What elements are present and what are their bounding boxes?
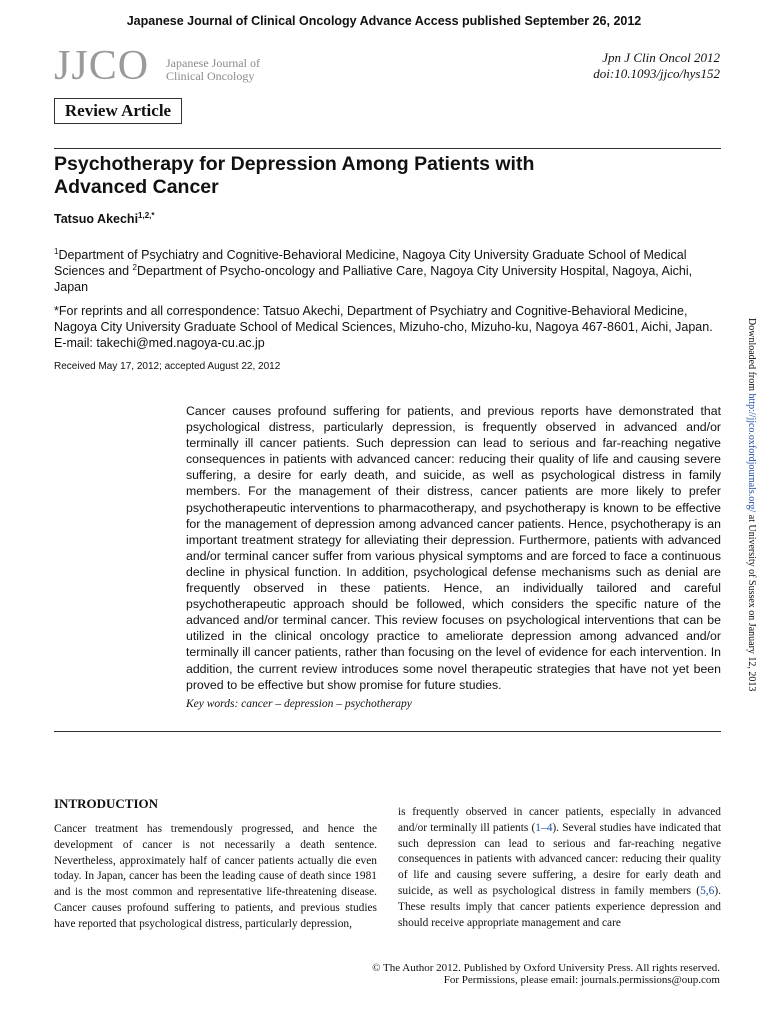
section-heading-introduction: INTRODUCTION	[54, 796, 159, 811]
copyright-line: The Author 2012. Published by Oxford University Press. All rights reserved.	[383, 962, 720, 974]
title-line1: Psychotherapy for Depression Among Patients with	[54, 153, 535, 175]
body-column-left: Cancer treatment has tremendously progressed, and hence the development of cancer is not necessarily a death sentence. Nevertheless, approximately half of cancer patients actually die even today. In Japan, cancer has been the leading cause of death since 1981 and is the most common and representative life-threatening disease. Cancer causes profound suffering to patients, and previous studies have reported that psychological distress, particularly depression,	[54, 823, 377, 930]
affiliation-sup2: 2	[132, 263, 137, 272]
copyright-icon: ©	[372, 962, 381, 974]
header-divider	[54, 148, 721, 149]
sidebar-journal-link[interactable]: http://jjco.oxfordjournals.org/	[746, 393, 757, 513]
download-sidebar	[746, 318, 757, 691]
logo-subtitle-line2: Clinical Oncology	[166, 69, 255, 83]
title-line2: Advanced Cancer	[54, 176, 219, 198]
author-superscript: 1,2,*	[138, 211, 155, 220]
affiliation-sup1: 1	[54, 247, 59, 256]
article-type-label: Review Article	[54, 98, 182, 124]
citation	[593, 50, 720, 82]
logo-subtitle-line1: Japanese Journal of	[166, 56, 260, 70]
reference-link-5-6[interactable]: 5,6	[700, 884, 715, 897]
col2-text-3: ). These results imply that cancer patients experience depression and should receive appropriate management and care	[398, 884, 721, 929]
sidebar-prefix: Downloaded from	[746, 318, 757, 394]
journal-logo-subtitle	[166, 57, 260, 83]
body-column-right	[398, 805, 721, 931]
reference-link-1-4[interactable]: 1–4	[535, 821, 553, 834]
abstract-divider	[54, 731, 721, 732]
affiliation-2: Department of Psycho-oncology and Palliative Care, Nagoya City University Hospital, Nagoya, Aichi, Japan	[54, 264, 693, 294]
correspondence: *For reprints and all correspondence: Tatsuo Akechi, Department of Psychiatry and Cognitive-Behavioral Medicine, Nagoya City University Graduate School of Medical Sciences, Mizuho-cho, Mizuho-ku, Nagoya 467-8601, Aichi, Japan. E-mail: takechi@med.nagoya-cu.ac.jp	[54, 304, 713, 350]
author-name: Tatsuo Akechi	[54, 212, 139, 226]
received-dates: Received May 17, 2012; accepted August 22, 2012	[54, 361, 281, 372]
footer-copyright	[372, 962, 720, 986]
citation-doi: doi:10.1093/jjco/hys152	[593, 66, 720, 81]
sidebar-suffix: at University of Sussex on January 12, 2013	[746, 512, 757, 692]
author	[54, 212, 155, 226]
col2-text-1: is frequently observed in cancer patients, especially in advanced and/or terminally ill patients (	[398, 806, 721, 834]
affiliations	[54, 247, 721, 295]
affiliation-1: Department of Psychiatry and Cognitive-Behavioral Medicine, Nagoya City University Graduate School of Medical Sciences and	[54, 248, 687, 278]
permissions-line: For Permissions, please email: journals.permissions@oup.com	[443, 974, 720, 986]
advance-access-line: Japanese Journal of Clinical Oncology Advance Access published September 26, 2012	[126, 14, 642, 28]
article-title	[54, 153, 674, 199]
col2-text-2: ). Several studies have indicated that such depression can lead to serious and far-reaching negative consequences in patients with advanced cancer: reducing their quality of life and causing severe suffering, a desire for early death and suicide, as well as psychological distress in family members (	[398, 821, 721, 897]
abstract: Cancer causes profound suffering for patients, and previous reports have demonstrated that psychological distress, particularly depression, is frequently observed in advanced and/or terminally ill cancer patients. Such depression can lead to serious and far-reaching negative consequences in patients with advanced cancer: reducing their quality of life and causing severe suffering, a desire for early death, and suicide, as well as psychological distress in family members. For the management of their distress, cancer patients are more likely to prefer psychotherapeutic interventions to pharmacotherapy, and psychotherapy is known to be effective for the management of depression among advanced cancer patients. Hence, psychotherapy is an important treatment strategy for alleviating their depression. Furthermore, patients with advanced and/or terminal cancer suffer from various physical symptoms and are forced to face a continuous decline in physical function. In addition, psychological defense mechanisms such as denial are frequently observed in these patients. Hence, an individually tailored and careful psychotherapeutic approach should be followed, which considers the specific nature of the advanced and/or terminal cancer. This review focuses on psychological interventions that can be utilized in the clinical oncology practice to ameliorate depression among advanced and/or terminally ill cancer patients, rather than focusing on the level of evidence for each intervention. In addition, the current review introduces some novel therapeutic strategies that have not yet been proved to be effective but show promise for future studies.	[186, 404, 721, 692]
journal-logo: JJCO	[54, 43, 150, 89]
keywords: Key words: cancer – depression – psychotherapy	[186, 698, 412, 710]
citation-journal: Jpn J Clin Oncol 2012	[602, 50, 720, 65]
